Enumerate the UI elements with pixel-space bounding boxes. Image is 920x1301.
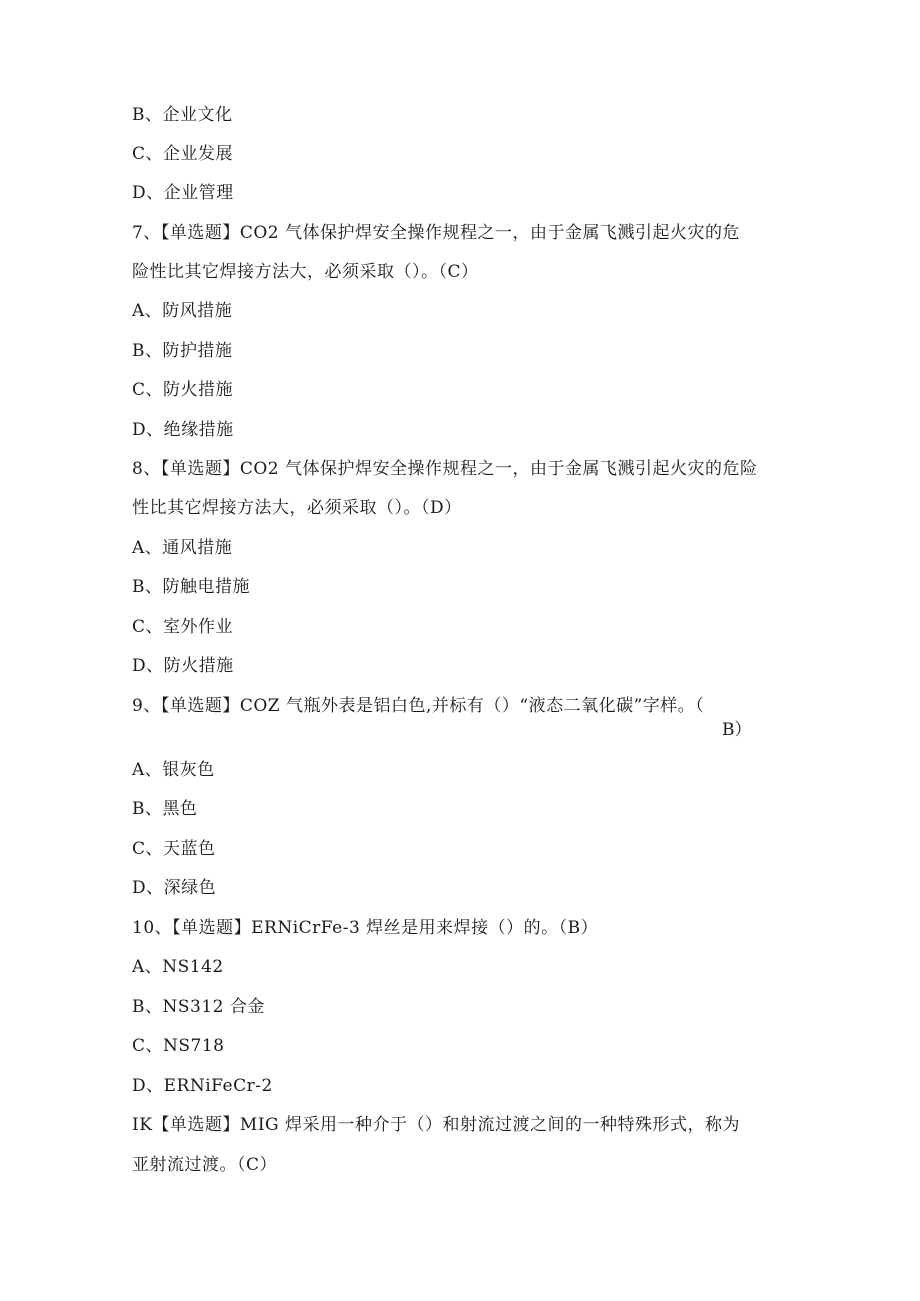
- q6-option-b: B、企业文化: [132, 105, 233, 125]
- q8-stem-line1: 8、【单选题】CO2 气体保护焊安全操作规程之一，由于金属飞溅引起火灾的危险: [132, 459, 758, 479]
- q10-option-c: C、NS718: [132, 1036, 225, 1056]
- q8-option-c: C、室外作业: [132, 617, 234, 637]
- q7-option-d: D、绝缘措施: [132, 420, 234, 440]
- q8-option-b: B、防触电措施: [132, 577, 250, 597]
- q9-option-a: A、银灰色: [132, 760, 215, 780]
- q6-option-d: D、企业管理: [132, 183, 234, 203]
- q10-option-a: A、NS142: [132, 957, 224, 977]
- q6-option-c: C、企业发展: [132, 144, 234, 164]
- q7-option-c: C、防火措施: [132, 380, 234, 400]
- q10-option-d: D、ERNiFeCr-2: [132, 1076, 273, 1096]
- q7-option-b: B、防护措施: [132, 341, 233, 361]
- q8-stem-line2: 性比其它焊接方法大，必须采取（）。（D）: [132, 498, 462, 518]
- q11-stem-line2: 亚射流过渡。（C）: [132, 1155, 278, 1175]
- q9-option-c: C、天蓝色: [132, 839, 216, 859]
- q9-answer: B）: [722, 720, 752, 740]
- q7-stem-line2: 险性比其它焊接方法大，必须采取（）。（C）: [132, 262, 479, 282]
- q10-option-b: B、NS312 合金: [132, 997, 265, 1017]
- q8-option-d: D、防火措施: [132, 656, 234, 676]
- q11-stem-line1: IK【单选题】MIG 焊采用一种介于（）和射流过渡之间的一种特殊形式，称为: [132, 1115, 741, 1135]
- q8-option-a: A、通风措施: [132, 538, 233, 558]
- q7-option-a: A、防风措施: [132, 301, 233, 321]
- q9-option-d: D、深绿色: [132, 878, 217, 898]
- q10-stem-line1: 10、【单选题】ERNiCrFe-3 焊丝是用来焊接（）的。（B）: [132, 918, 599, 938]
- q9-option-b: B、黑色: [132, 799, 198, 819]
- q7-stem-line1: 7、【单选题】CO2 气体保护焊安全操作规程之一，由于金属飞溅引起火灾的危: [132, 223, 740, 243]
- q9-stem-line1: 9、【单选题】COZ 气瓶外表是铝白色,并标有（）“液态二氧化碳”字样。（: [132, 696, 705, 716]
